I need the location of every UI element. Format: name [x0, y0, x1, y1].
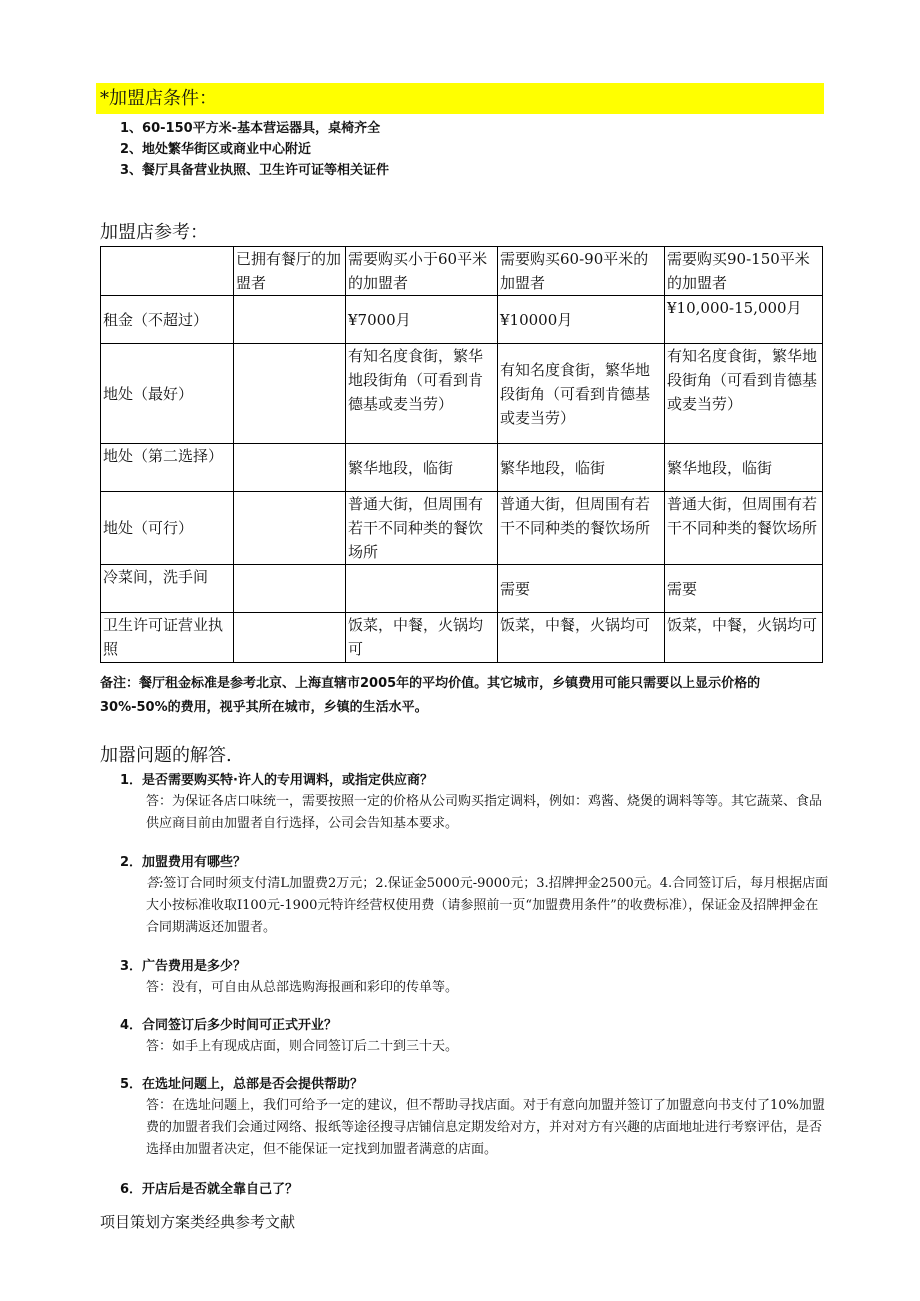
table-cell: ¥10000月 — [498, 296, 665, 344]
table-row — [101, 296, 823, 344]
table-cell: 有知名度食街，繁华地段街角（可看到肯德基或麦当劳） — [346, 344, 498, 444]
qa-answer: 答：为保证各店口味统一，需要按照一定的价格从公司购买指定调料，例如：鸡酱、烧煲的调料等等。其它蔬菜、食品供应商目前由加盟者自行选择，公司会告知基本要求。 — [146, 794, 823, 831]
qa-item — [120, 1016, 830, 1058]
reference-title: 加盟店参考： — [100, 222, 208, 243]
footer-text: 项目策划方案类经典参考文献 — [100, 1213, 296, 1231]
table-header-cell: 已拥有餐厅的加盟者 — [234, 247, 346, 296]
table-note: 备注：餐厅租金标准是参考北京、上海直辖市2005年的平均价值。其它城市，乡镇费用可能只需要以上显示价格的30%-50%的费用，视乎其所在城市，乡镇的生活水平。 — [100, 676, 761, 715]
qa-question: 1．是否需要购买特·许人的专用调料，或指定供应商？ — [120, 773, 433, 788]
reference-table — [100, 246, 823, 663]
qa-answer: 答：如手上有现成店面，则合同签订后二十到三十天。 — [146, 1039, 459, 1054]
list-item: 1、60-150平方米-基本营运器具，桌椅齐全 — [120, 121, 381, 136]
table-cell: 饭菜，中餐，火锅均可 — [498, 613, 665, 663]
table-cell: 卫生许可证营业执照 — [101, 613, 234, 663]
table-cell: 繁华地段，临街 — [498, 444, 665, 492]
table-cell — [234, 492, 346, 565]
table-header-cell — [101, 247, 234, 296]
table-cell: 普通大街，但周围有若干不同种类的餐饮场所 — [346, 492, 498, 565]
qa-answer: 答：没有，可自由从总部选购海报画和彩印的传单等。 — [146, 980, 459, 995]
table-row — [101, 492, 823, 565]
table-row — [101, 565, 823, 613]
table-cell: 需要 — [665, 565, 823, 613]
conditions-title: *加盟店条件： — [96, 83, 824, 114]
table-cell — [234, 344, 346, 444]
qa-item — [120, 1180, 830, 1200]
qa-title: 加嚣问题的解答. — [100, 745, 232, 766]
table-cell: 繁华地段，临街 — [346, 444, 498, 492]
qa-item — [120, 771, 830, 835]
table-cell — [346, 565, 498, 613]
table-cell: ¥7000月 — [346, 296, 498, 344]
table-cell — [234, 296, 346, 344]
table-cell: 饭菜，中餐，火锅均可 — [665, 613, 823, 663]
table-header-cell: 需要购买小于60平米的加盟者 — [346, 247, 498, 296]
qa-question: 2．加盟费用有哪些？ — [120, 855, 247, 870]
qa-item — [120, 1075, 830, 1161]
table-cell — [234, 565, 346, 613]
qa-answer — [120, 873, 830, 939]
list-item: 3、餐厅具备营业执照、卫生许可证等相关证件 — [120, 163, 390, 178]
qa-answer-lead: 答: — [146, 876, 164, 891]
qa-question: 3．广告费用是多少？ — [120, 959, 247, 974]
conditions-list — [120, 118, 389, 181]
table-row — [101, 613, 823, 663]
table-cell: 繁华地段，临街 — [665, 444, 823, 492]
table-row — [101, 444, 823, 492]
table-cell — [234, 444, 346, 492]
table-header-row — [101, 247, 823, 296]
table-cell: 需要 — [498, 565, 665, 613]
table-cell: 地处（最好） — [101, 344, 234, 444]
qa-question: 5．在选址问题上，总部是否会提供帮助？ — [120, 1077, 364, 1092]
table-cell: 有知名度食街，繁华地段街角（可看到肯德基或麦当劳） — [665, 344, 823, 444]
qa-question: 4．合同签订后多少时间可正式开业？ — [120, 1018, 338, 1033]
qa-question: 6．开店后是否就全靠自己了？ — [120, 1182, 299, 1197]
table-cell: 普通大街，但周围有若干不同种类的餐饮场所 — [665, 492, 823, 565]
qa-item — [120, 853, 830, 939]
table-cell: 地处（第二选择） — [101, 444, 234, 492]
table-cell: 普通大街，但周围有若干不同种类的餐饮场所 — [498, 492, 665, 565]
table-row — [101, 344, 823, 444]
table-header-cell: 需要购买60-90平米的加盟者 — [498, 247, 665, 296]
table-header-cell: 需要购买90-150平米的加盟者 — [665, 247, 823, 296]
table-cell: 饭菜，中餐，火锅均可 — [346, 613, 498, 663]
table-cell — [234, 613, 346, 663]
table-cell: 有知名度食街，繁华地段街角（可看到肯德基或麦当劳） — [498, 344, 665, 444]
qa-answer: 答：在选址问题上，我们可给予一定的建议，但不帮助寻找店面。对于有意向加盟并签订了加盟意向书支付了10%加盟费的加盟者我们会通过网络、报纸等途径搜寻店铺信息定期发给对方，并对对方有兴趣的店面地址进行考察评估，是否选择由加盟者决定，但不能保证一定找到加盟者满意的店面。 — [146, 1098, 825, 1157]
table-cell: ¥10,000-15,000月 — [665, 296, 823, 344]
qa-answer-text: 签订合同时须支付清L加盟费2万元；2.保证金5000元-9000元；3.招牌押金2500元。4.合同签订后，每月根据店面大小按标准收取I100元-1900元特许经营权使用费（请参照前一页“加盟费用条件”的收费标准），保证金及招牌押金在合同期满返还加盟者。 — [146, 876, 829, 935]
table-cell: 租金（不超过） — [101, 296, 234, 344]
table-cell: 冷菜间，洗手间 — [101, 565, 234, 613]
table-cell: 地处（可行） — [101, 492, 234, 565]
list-item: 2、地处繁华街区或商业中心附近 — [120, 142, 312, 157]
qa-item — [120, 957, 830, 999]
